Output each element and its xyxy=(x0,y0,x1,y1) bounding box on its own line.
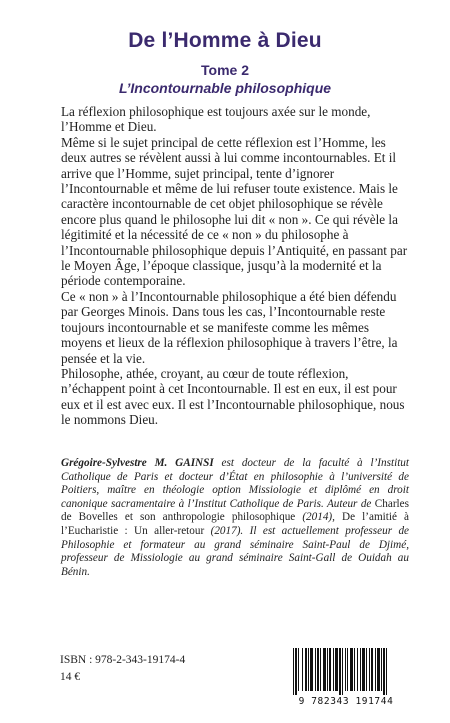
barcode-bar xyxy=(302,648,303,691)
barcode-bar xyxy=(298,648,299,691)
title: De l’Homme à Dieu xyxy=(128,29,322,52)
barcode-bar xyxy=(375,648,376,691)
barcode-bar xyxy=(333,648,334,691)
subtitle: L’Incontournable philosophique xyxy=(118,80,332,96)
barcode-bar xyxy=(305,648,307,691)
barcode-bar xyxy=(371,648,373,691)
barcode-bar xyxy=(323,648,326,691)
barcode-bar xyxy=(339,648,341,695)
barcode-bar xyxy=(357,648,358,691)
isbn: ISBN : 978-2-343-19174-4 xyxy=(60,654,186,666)
price: 14 € xyxy=(60,671,81,683)
barcode-bar xyxy=(308,648,309,691)
paragraph-4: Philosophe, athée, croyant, au cœur de toute réflexion, n’échappent point à cet Incontournable. Il est en eux, il est pour eux et il est avec eux. Il est l’Incontournable philosophique, nous le nommons Dieu. xyxy=(61,365,405,428)
author-bio xyxy=(61,457,409,579)
paragraph-1: La réflexion philosophique est toujours axée sur le monde, l’Homme et Dieu. xyxy=(61,104,371,135)
barcode-bar xyxy=(310,648,313,691)
barcode-bar xyxy=(345,648,346,691)
bio-part-1: est docteur de la faculté à l’Institut Catholique de Paris et docteur d’État en philosophie à l’université de Poitiers, maître en théologie option Missiologie et diplômé en droit canonique sacramentaire à l’Institut Catholique de Paris. Auteur de xyxy=(61,457,409,510)
barcode-bar xyxy=(350,648,353,691)
barcode-bar xyxy=(327,648,328,691)
bio-part-5: (2017). Il est actuellement professeur de Philosophie et formateur au grand séminaire Saint-Paul de Djimé, professeur de Missiologie au grand séminaire Saint-Gall de Ouidah au Bénin. xyxy=(61,524,409,578)
barcode-bar xyxy=(377,648,380,691)
barcode-bar xyxy=(317,648,319,691)
barcode-bar xyxy=(335,648,338,691)
barcode-bar xyxy=(386,648,387,695)
barcode-bar xyxy=(383,648,385,695)
paragraph-2: Même si le sujet principal de cette réflexion est l’Homme, les deux autres se révèlent aussi à lui comme incontournables. Et il arrive que l’Homme, sujet principal, tente d’ignorer l’Incontournable et même de lui refuser toute existence. Mais le caractère incontournable de cet objet philosophique se révèle encore plus quand le philosophe lui dit « non ». Ce qui révèle la légitimité et la nécessité de ce « non » du philosophe à l’Incontournable philosophique depuis l’Antiquité, en passant par le Moyen Âge, l’époque classique, jusqu’à la modernité et la période contemporaine. xyxy=(61,134,408,289)
bio-part-4: De l’amitié à l’Eucharistie : Un aller-retour xyxy=(61,511,409,537)
barcode-bar xyxy=(329,648,331,691)
barcode-bars xyxy=(287,646,405,696)
back-cover-text xyxy=(61,104,411,428)
barcode-bar xyxy=(369,648,370,691)
bio-part-3: (2014), xyxy=(302,511,343,524)
tome-label: Tome 2 xyxy=(201,62,249,78)
barcode-bar xyxy=(320,648,321,691)
barcode-bar xyxy=(366,648,367,691)
barcode-bar xyxy=(347,648,348,691)
barcode-bar xyxy=(315,648,316,691)
barcode-bar xyxy=(381,648,382,691)
barcode-bar xyxy=(354,648,355,691)
author-name: Grégoire-Sylvestre M. GAINSI xyxy=(61,457,214,469)
bio-part-2: Charles de Bovelles et son anthropologie philosophique xyxy=(61,497,409,524)
barcode-digits: 9 782343 191744 xyxy=(298,696,394,707)
barcode-bar xyxy=(293,648,294,695)
barcode-bar xyxy=(360,648,361,691)
barcode-bar xyxy=(295,648,297,695)
paragraph-3: Ce « non » à l’Incontournable philosophique a été bien défendu par Georges Minois. Dans tous les cas, l’Incontournable reste toujours incontournable et se manifeste comme les mêmes moyens et lieux de la réflexion philosophique à travers l’être, la pensée et la vie. xyxy=(61,288,398,366)
barcode-bar xyxy=(362,648,365,691)
barcode-bar xyxy=(342,648,343,695)
